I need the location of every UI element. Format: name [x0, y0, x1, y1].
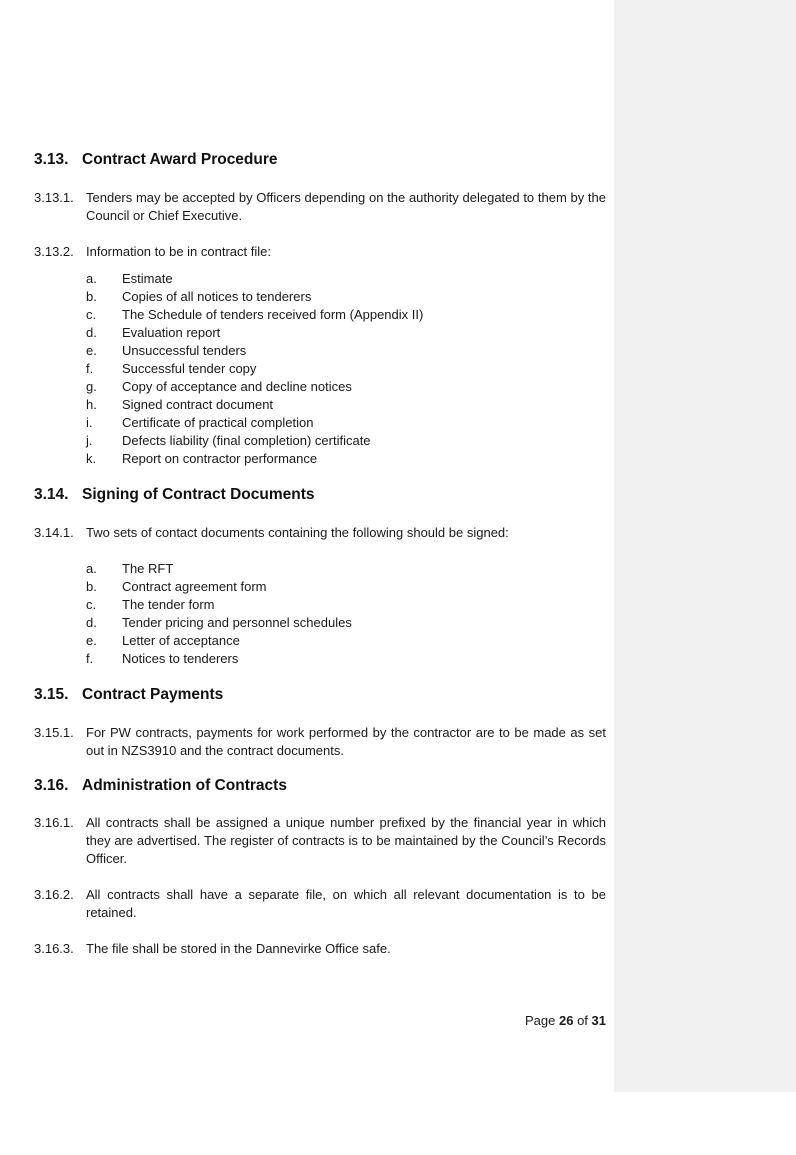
section-title: Contract Payments [82, 686, 224, 703]
list-letter: k. [86, 451, 97, 466]
section-heading [34, 777, 287, 795]
section-heading [34, 686, 223, 704]
clause-text: Two sets of contact documents containing the following should be signed: [86, 525, 509, 540]
clause-text: Information to be in contract file: [86, 244, 271, 259]
section-number: 3.13. [34, 151, 69, 168]
list-item [86, 288, 586, 306]
section-title: Administration of Contracts [82, 777, 287, 794]
list-item [86, 324, 586, 342]
list-text: Tender pricing and personnel schedules [122, 615, 352, 630]
list-text: The Schedule of tenders received form (Appendix II) [122, 307, 424, 322]
list-text: Letter of acceptance [122, 633, 240, 648]
list-item [86, 378, 586, 396]
list-letter: e. [86, 633, 97, 648]
list-letter: d. [86, 325, 97, 340]
list-text: Defects liability (final completion) certificate [122, 433, 371, 448]
list-letter: h. [86, 397, 97, 412]
clause [34, 189, 606, 225]
list-letter: a. [86, 271, 97, 286]
clause-number: 3.16.3. [34, 941, 74, 956]
list-letter: d. [86, 615, 97, 630]
clause-number: 3.16.2. [34, 887, 74, 902]
list-letter: j. [86, 433, 93, 448]
list-item [86, 596, 586, 614]
list-item [86, 306, 586, 324]
list-text: Copy of acceptance and decline notices [122, 379, 352, 394]
clause [34, 886, 606, 922]
list-text: The RFT [122, 561, 174, 576]
page-label: Page [524, 1013, 556, 1028]
lettered-list [86, 560, 586, 668]
clause-number: 3.14.1. [34, 525, 74, 540]
clause-number: 3.13.1. [34, 190, 74, 205]
list-text: Report on contractor performance [122, 451, 318, 466]
list-text: Unsuccessful tenders [122, 343, 247, 358]
list-item [86, 270, 586, 288]
section-number: 3.14. [34, 486, 69, 503]
clause [34, 940, 606, 958]
list-letter: e. [86, 343, 97, 358]
clause-number: 3.16.1. [34, 815, 74, 830]
clause-number: 3.15.1. [34, 725, 74, 740]
lettered-list [86, 270, 586, 468]
list-text: Estimate [122, 271, 173, 286]
list-text: Copies of all notices to tenderers [122, 289, 312, 304]
document-page [34, 0, 606, 1155]
list-item [86, 614, 586, 632]
clause-number: 3.13.2. [34, 244, 74, 259]
list-item [86, 450, 586, 468]
list-text: Certificate of practical completion [122, 415, 314, 430]
clause-text: All contracts shall have a separate file, on which all relevant documentation is to be retained. [86, 887, 606, 920]
list-text: Contract agreement form [122, 579, 267, 594]
list-item [86, 560, 586, 578]
list-text: Signed contract document [122, 397, 274, 412]
list-letter: b. [86, 579, 97, 594]
clause-text: Tenders may be accepted by Officers depending on the authority delegated to them by the Council or Chief Executive. [86, 190, 606, 223]
list-letter: b. [86, 289, 97, 304]
list-letter: a. [86, 561, 97, 576]
section-title: Signing of Contract Documents [82, 486, 315, 503]
list-letter: f. [86, 651, 94, 666]
section-number: 3.15. [34, 686, 69, 703]
list-letter: i. [86, 415, 93, 430]
list-text: Notices to tenderers [122, 651, 239, 666]
page-total: 31 [591, 1013, 606, 1028]
clause [34, 724, 606, 760]
list-item [86, 360, 586, 378]
comment-pane [614, 0, 796, 1092]
list-letter: g. [86, 379, 97, 394]
list-item [86, 396, 586, 414]
section-title: Contract Award Procedure [82, 151, 278, 168]
clause [34, 524, 606, 542]
clause [34, 814, 606, 868]
clause-text: The file shall be stored in the Dannevirke Office safe. [86, 941, 391, 956]
clause [34, 243, 606, 261]
list-text: Successful tender copy [122, 361, 257, 376]
clause-text: All contracts shall be assigned a unique number prefixed by the financial year in which they are advertised. The register of contracts is to be maintained by the Council’s Records Officer. [86, 815, 606, 866]
page-footer [490, 1013, 606, 1028]
section-heading [34, 151, 278, 169]
section-heading [34, 486, 315, 504]
list-item [86, 342, 586, 360]
list-text: The tender form [122, 597, 215, 612]
list-text: Evaluation report [122, 325, 221, 340]
list-item [86, 578, 586, 596]
list-item [86, 650, 586, 668]
section-number: 3.16. [34, 777, 69, 794]
list-item [86, 432, 586, 450]
list-item [86, 632, 586, 650]
list-letter: f. [86, 361, 94, 376]
page-current: 26 [558, 1013, 574, 1028]
list-item [86, 414, 586, 432]
clause-text: For PW contracts, payments for work performed by the contractor are to be made as set out in NZS3910 and the contract documents. [86, 725, 606, 758]
of-label: of [577, 1013, 588, 1028]
list-letter: c. [86, 597, 97, 612]
list-letter: c. [86, 307, 97, 322]
